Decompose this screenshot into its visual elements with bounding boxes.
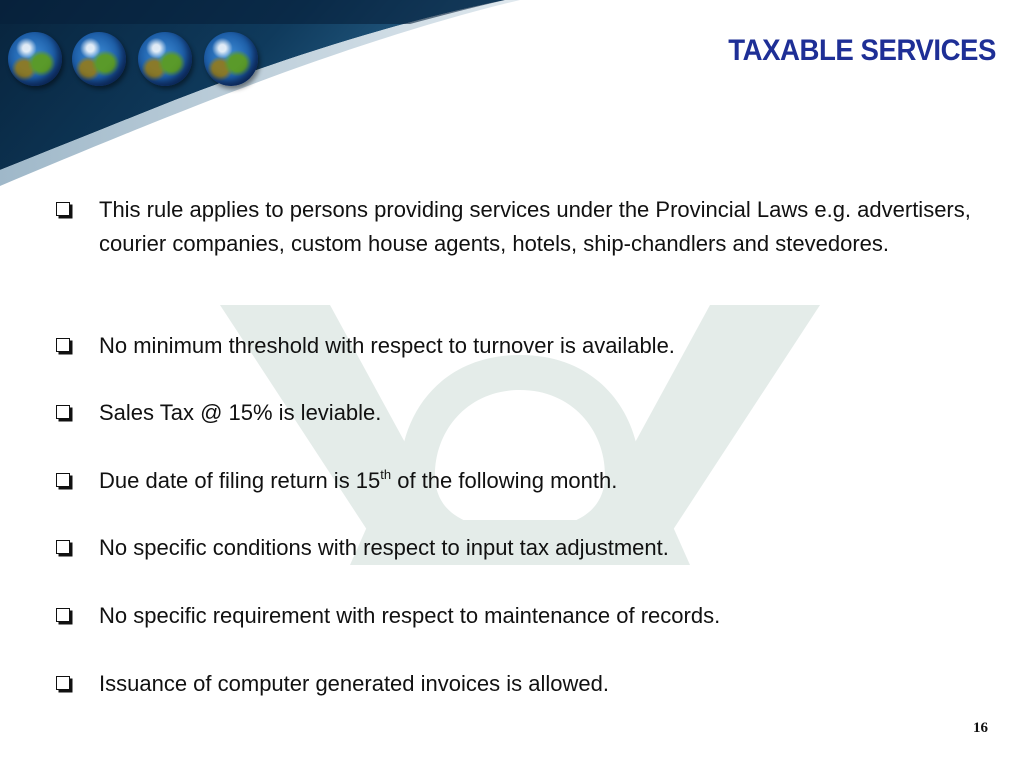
bullet-text: Issuance of computer generated invoices is allowed. [99, 671, 609, 696]
bullet-text: This rule applies to persons providing services under the Provincial Laws e.g. advertisers, courier companies, custom house agents, hotels, ship-chandlers and stevedores. [99, 197, 971, 256]
checkbox-bullet-icon [56, 405, 70, 419]
checkbox-bullet-icon [56, 338, 70, 352]
list-item [54, 329, 989, 363]
bullet-text-after: of the following month. [391, 468, 618, 493]
checkbox-bullet-icon [56, 540, 70, 554]
slide-title: TAXABLE SERVICES [728, 34, 996, 67]
bullet-text: Sales Tax @ 15% is leviable. [99, 400, 382, 425]
bullet-text-before: Due date of filing return is 15 [99, 468, 381, 493]
list-item [54, 667, 989, 701]
list-item [54, 193, 989, 260]
bullet-text: No specific conditions with respect to input tax adjustment. [99, 535, 669, 560]
bullet-text: No specific requirement with respect to maintenance of records. [99, 603, 721, 628]
bullet-text [99, 464, 989, 498]
list-item [54, 396, 989, 430]
list-item [54, 464, 989, 498]
page-number: 16 [973, 720, 988, 736]
checkbox-bullet-icon [56, 473, 70, 487]
checkbox-bullet-icon [56, 608, 70, 622]
checkbox-bullet-icon [56, 202, 70, 216]
ordinal-superscript: th [380, 467, 392, 482]
list-item [54, 531, 989, 565]
bullet-text: No minimum threshold with respect to turnover is available. [99, 333, 675, 358]
checkbox-bullet-icon [56, 676, 70, 690]
list-item [54, 599, 989, 633]
